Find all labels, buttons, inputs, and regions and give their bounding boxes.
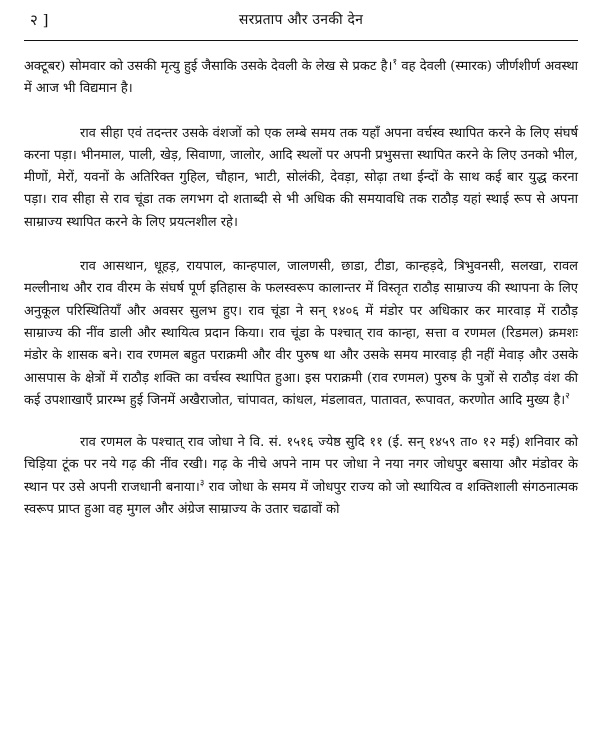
paragraph-2: राव सीहा एवं तदन्तर उसके वंशजों को एक लम्बे समय तक यहाँ अपना वर्चस्व स्थापित करने के लिए संघर्ष करना पड़ा। भीनमाल, पाली, खेड़, सिवाणा, जालोर, आदि स्थलों पर अपनी प्रभुसत्ता स्थापित करने के लिए उनको भील, मीणों, मेरों, यवनों के अतिरिक्त गुहिल, चौहान, भाटी, सोलंकी, देवड़ा, सोढ़ा तथा ईन्दों के साथ कई बार युद्ध करना पड़ा। राव सीहा से राव चूंडा तक लगभग दो शताब्दी से भी अधिक की समयावधि तक राठौड़ यहां स्थाई रूप से अपना साम्राज्य स्थापित करने के लिए प्रयत्नशील रहे। xyxy=(24,125,578,230)
running-title: सरप्रताप और उनकी देन xyxy=(238,12,364,28)
paragraph-3-text: राव आसथान, धूहड़, रायपाल, कान्हपाल, जालणसी, छाडा, टीडा, कान्हड़दे, त्रिभुवनसी, सलखा, रावल मल्लीनाथ और राव वीरम के संघर्ष पूर्ण इतिहास के फलस्वरूप कालान्तर में विस्तृत राठौड़ साम्राज्य की स्थापना के लिए अनुकूल परिस्थितियाँ और अवसर सुलभ हुए। राव चूंडा ने सन् १४०६ में मंडोर पर अधिकार कर मारवाड़ में राठौड़ साम्राज्य की नींव डाली और स्थायित्व प्रदान किया। राव चूंडा के पश्चात् राव कान्हा, सत्ता व रणमल (रिडमल) क्रमशः मंडोर के शासक बने। राव रणमल बहुत पराक्रमी और वीर पुरुष था और उसके समय मारवाड़ ही नहीं मेवाड़ और उसके आसपास के क्षेत्रों में राठौड़ शक्ति का वर्चस्व स्थापित हुआ। इस पराक्रमी (राव रणमल) पुरुष के पुत्रों से राठौड़ वंश की कई उपशाखाएँ प्रारम्भ हुई जिनमें अखैराजोत, चांपावत, कांधल, मंडलावत, पातावत, रूपावत, करणोत आदि मुख्य है। xyxy=(24,259,578,408)
paragraph-4-text-after: राव जोधा के समय में जोधपुर राज्य को जो स्थायित्व व शक्तिशाली संगठनात्मक स्वरूप प्राप्त हुआ वह मुगल और अंग्रेज साम्राज्य के उतार चढावों को xyxy=(24,479,578,518)
paragraph-1-text-after: वह देवली (स्मारक) जीर्णशीर्ण अवस्था में आज भी विद्यमान है। xyxy=(24,59,578,97)
page-number: २ ] xyxy=(30,11,49,29)
paragraph-spacer xyxy=(24,412,578,432)
paragraph-1 xyxy=(24,56,578,101)
footnote-marker-3: ३ xyxy=(199,478,205,489)
paragraph-spacer xyxy=(24,101,578,123)
paragraph-3 xyxy=(24,256,578,412)
page-header xyxy=(24,8,578,34)
paragraph-4 xyxy=(24,432,578,521)
footnote-marker-2: २ xyxy=(565,391,570,402)
paragraph-1-text: अक्टूबर) सोमवार को उसकी मृत्यु हुई जैसाकि उसके देवली के लेख से प्रकट है। xyxy=(24,59,393,74)
paragraph-spacer xyxy=(24,234,578,256)
footnote-marker-1: १ xyxy=(392,57,398,68)
header-rule xyxy=(24,40,578,41)
paragraph-4-text: राव रणमल के पश्चात् राव जोधा ने वि. सं. १५१६ ज्येष्ठ सुदि ११ (ई. सन् १४५९ ता० १२ मई) शनिवार को चिड़िया टूंक पर नये गढ़ की नींव रखी। गढ़ के नीचे अपने नाम पर जोधा ने नया नगर जोधपुर बसाया और मंडोवर के स्थान पर उसे अपनी राजधानी बनाया। xyxy=(24,435,578,495)
page-body xyxy=(24,56,578,521)
